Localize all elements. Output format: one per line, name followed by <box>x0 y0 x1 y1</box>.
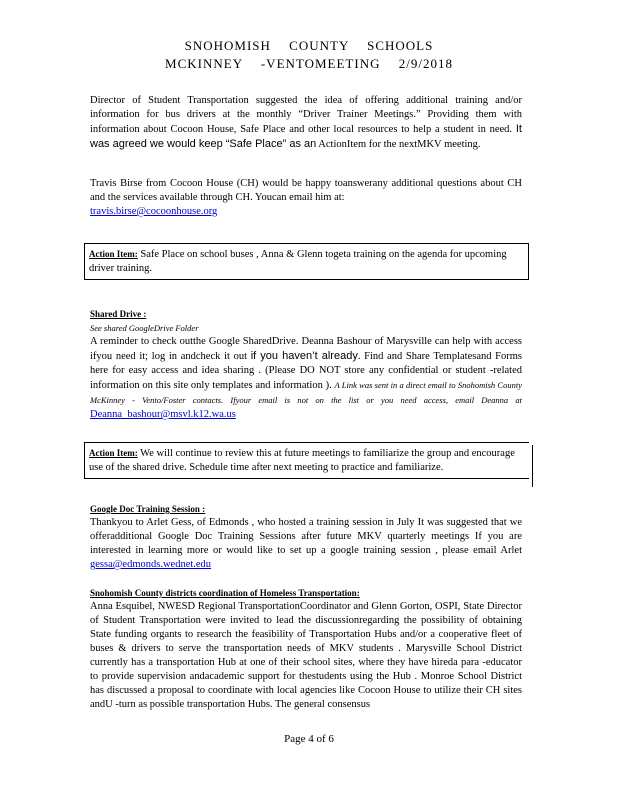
paragraph-text: A reminder to check outthe Google SharedDrive. Deanna Bashour of Marysville can help with access ifyou need it; log in andcheck it out <box>90 336 522 362</box>
action-item-label: Action Item: <box>89 249 138 259</box>
italic-note: A Link was sent in a direct email to Snohomish County McKinney - Vento/Foster contacts. Ifyour email is not on the list or you need access, email Deanna at <box>90 380 522 405</box>
action-item-text: We will continue to review this at future meetings to familiarize the group and encourage use of the shared drive. Schedule time after next meeting to practice and familiarize. <box>89 448 515 473</box>
emphasis-text: if you haven’t already <box>250 350 358 362</box>
paragraph-cocoon-house <box>90 177 522 219</box>
section-heading: Shared Drive : <box>90 309 147 319</box>
section-homeless-transportation <box>90 586 522 712</box>
email-link-travis[interactable]: travis.birse@cocoonhouse.org <box>90 206 218 217</box>
paragraph-tail: ActionItem for the nextMKV meeting. <box>316 139 481 150</box>
section-google-doc <box>90 502 522 572</box>
paragraph-text: Travis Birse from Cocoon House (CH) would be happy toanswerany additional questions about CH and the services available through CH. Youcan email him at: <box>90 178 522 203</box>
paragraph-text-2: . Find and Share Templatesand Forms here for easy access and idea sharing . (Please DO NOT store any confidential or student -related information on this site only templates and information ). <box>90 351 523 391</box>
paragraph-text: Thankyou to Arlet Gess, of Edmonds , who hosted a training session in July It was suggested that we offeradditional Google Doc Training Sessions after future MKV quarterly meetings If you are interested in learning more or would like to set up a google training session , please email Arlet <box>90 517 522 556</box>
section-heading: Google Doc Training Session : <box>90 504 206 514</box>
section-heading: Snohomish County districts coordination of Homeless Transportation: <box>90 588 360 598</box>
paragraph-text: Director of Student Transportation suggested the idea of offering additional training and/or information for bus drivers at the monthly “Driver Trainer Meetings.” Providing them with information about Cocoon House, Safe Place and other local resources to help a student in need. <box>90 95 522 135</box>
header-meeting-title: MCKINNEY -VENTOMEETING 2/9/2018 <box>165 56 453 71</box>
action-item-safe-place <box>84 243 529 280</box>
paragraph-text: Anna Esquibel, NWESD Regional TransportationCoordinator and Glenn Gorton, OSPI, State Director of Student Transportation were invited to lead the discussionregarding the possibility of obtaining State funding organts to research the feasibility of Transportation Hubs and/or a cooperative fleet of buses & drivers to serve the transportation needs of MKV students . Marysville School District currently has a transportation Hub at one of their school sites, where they have hireda para -educator to provide supervision andacademic support for thestudents using the Hub . Monroe School District has discussed a proposal to coordinate with local agencies like Cocoon House to utilize their CH sites andU -turn as possible transportation Hubs. The general consensus <box>90 601 522 710</box>
divider-bar <box>532 445 533 487</box>
email-link-deanna[interactable]: Deanna_bashour@msvl.k12.wa.us <box>90 409 236 420</box>
paragraph-driver-trainer <box>90 94 522 152</box>
header-school-name: SNOHOMISH COUNTY SCHOOLS <box>184 38 434 53</box>
action-item-shared-drive <box>84 442 529 479</box>
section-subheading: See shared GoogleDrive Folder <box>90 323 199 333</box>
action-item-label: Action Item: <box>89 448 138 458</box>
action-item-text: Safe Place on school buses , Anna & Glenn togeta training on the agenda for upcoming driver training. <box>89 249 507 274</box>
page-number: Page 4 of 6 <box>284 733 334 745</box>
section-shared-drive <box>90 307 522 422</box>
agreement-emphasis: It was agreed we would keep “Safe Place” as an <box>90 123 522 150</box>
email-link-arlet[interactable]: gessa@edmonds.wednet.edu <box>90 559 212 570</box>
